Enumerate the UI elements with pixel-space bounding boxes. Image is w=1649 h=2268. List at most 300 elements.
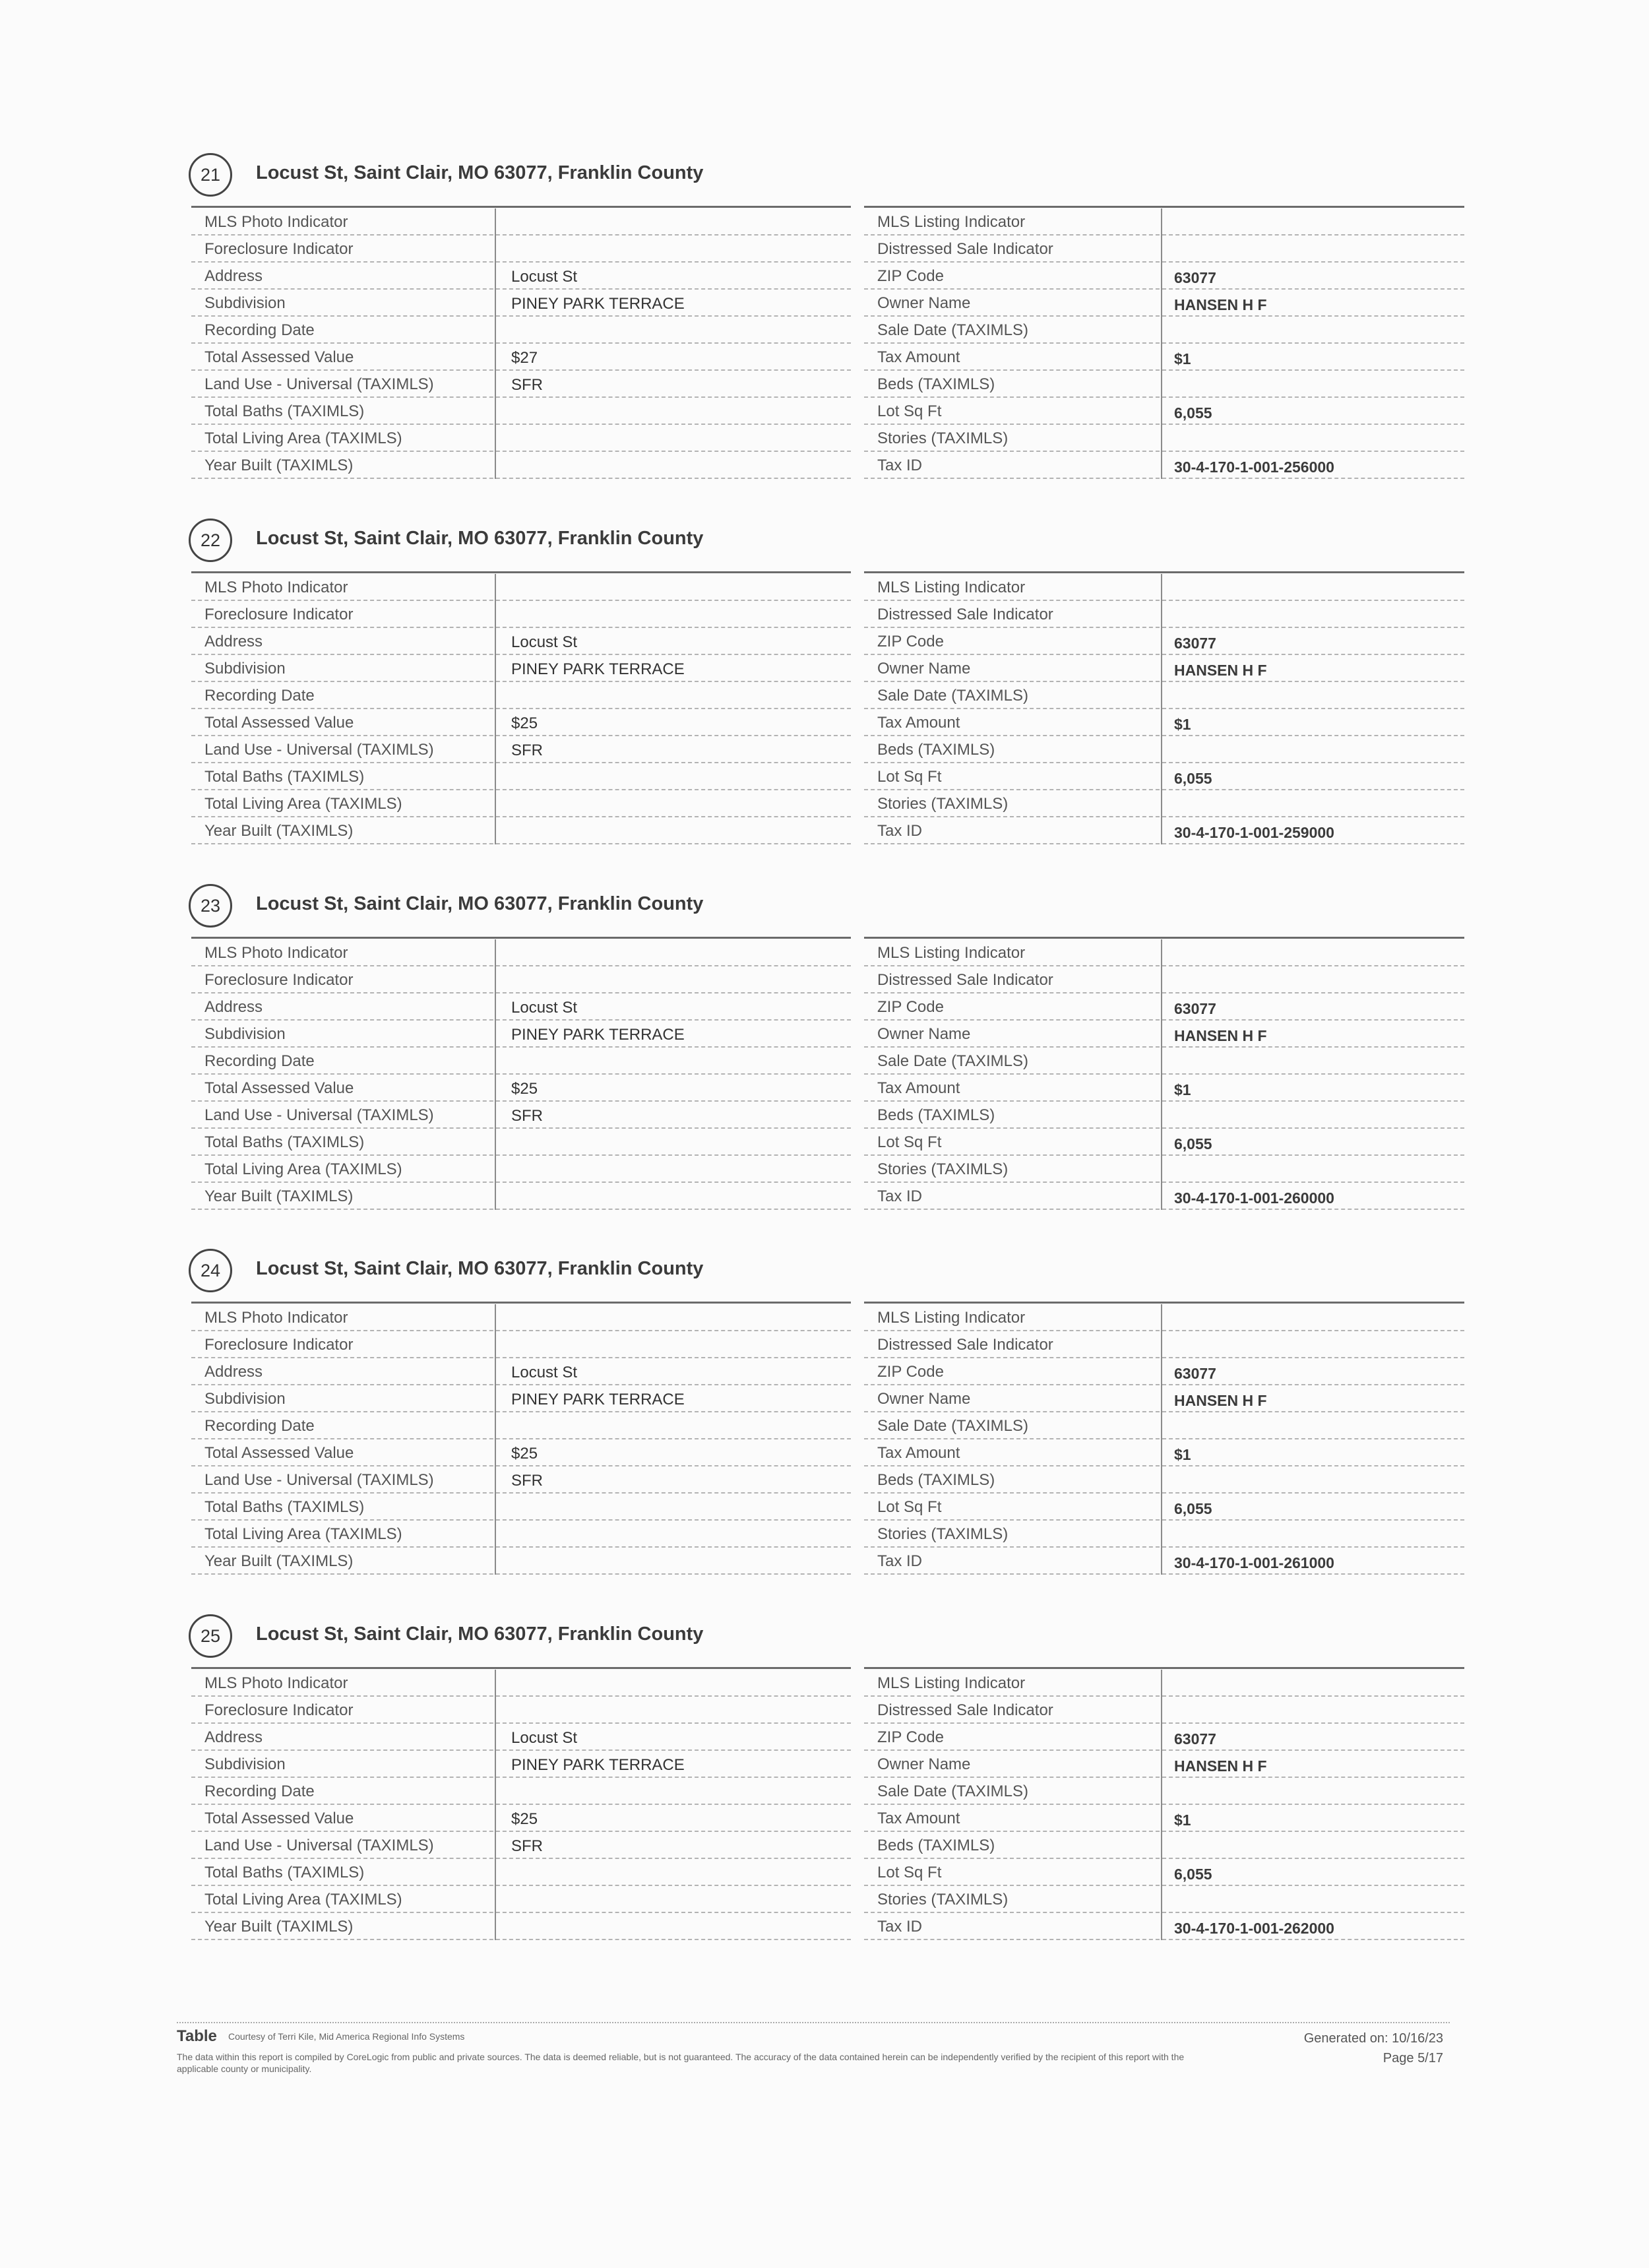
field-row [191, 601, 851, 628]
field-label: Land Use - Universal (TAXIMLS) [204, 1106, 434, 1124]
column-divider [1161, 1183, 1162, 1210]
field-column-left [191, 574, 851, 844]
field-row [864, 1075, 1464, 1102]
column-divider [495, 1466, 496, 1494]
field-row [191, 1548, 851, 1575]
field-label: Address [204, 1728, 263, 1746]
field-value: 30-4-170-1-001-259000 [1174, 824, 1334, 841]
field-row [191, 993, 851, 1021]
field-label: Sale Date (TAXIMLS) [877, 1052, 1028, 1070]
column-divider [1161, 1021, 1162, 1048]
property-record [185, 1614, 1451, 1957]
record-title: Locust St, Saint Clair, MO 63077, Franklin County [256, 528, 704, 549]
column-divider [495, 1670, 496, 1697]
field-label: Stories (TAXIMLS) [877, 1160, 1009, 1178]
footer-generated-date: Generated on: 10/16/23 [1303, 2031, 1443, 2046]
field-row [191, 1494, 851, 1521]
record-number: 21 [189, 153, 232, 197]
field-row [191, 1805, 851, 1832]
field-label: Stories (TAXIMLS) [877, 1525, 1009, 1543]
field-label: Owner Name [877, 1755, 971, 1773]
column-divider [495, 1859, 496, 1886]
field-label: Sale Date (TAXIMLS) [877, 1782, 1028, 1800]
column-divider [1161, 1805, 1162, 1832]
field-label: MLS Listing Indicator [877, 944, 1026, 962]
column-divider [495, 655, 496, 682]
field-row [864, 317, 1464, 344]
record-header [185, 153, 1451, 198]
field-row [864, 1724, 1464, 1751]
column-divider [1161, 1385, 1162, 1412]
field-label: Distressed Sale Indicator [877, 240, 1053, 258]
column-divider [495, 966, 496, 993]
field-value: 63077 [1174, 1365, 1216, 1382]
field-row [191, 1697, 851, 1724]
field-row [191, 655, 851, 682]
property-record [185, 153, 1451, 496]
field-label: Lot Sq Ft [877, 1498, 942, 1516]
field-row [864, 398, 1464, 425]
field-row [864, 1466, 1464, 1494]
field-row [191, 1778, 851, 1805]
field-column-right [864, 574, 1464, 844]
field-label: Beds (TAXIMLS) [877, 1106, 995, 1124]
column-divider [495, 1385, 496, 1412]
table-rule-left [191, 206, 851, 208]
field-row [864, 1129, 1464, 1156]
field-row [864, 1832, 1464, 1859]
field-label: Total Assessed Value [204, 1444, 354, 1462]
field-label: Stories (TAXIMLS) [877, 795, 1009, 813]
column-divider [495, 574, 496, 601]
field-label: MLS Photo Indicator [204, 1674, 348, 1692]
field-label: Tax Amount [877, 714, 960, 732]
field-row [864, 655, 1464, 682]
field-row [864, 1670, 1464, 1697]
field-value: 63077 [1174, 1730, 1216, 1748]
footer-divider [177, 2022, 1450, 2023]
field-label: Tax Amount [877, 348, 960, 366]
field-label: Foreclosure Indicator [204, 606, 354, 623]
field-value: HANSEN H F [1174, 1392, 1267, 1409]
record-header [185, 519, 1451, 563]
field-label: ZIP Code [877, 1728, 944, 1746]
column-divider [495, 1832, 496, 1859]
field-label: Sale Date (TAXIMLS) [877, 321, 1028, 339]
field-label: Subdivision [204, 660, 286, 677]
column-divider [1161, 1466, 1162, 1494]
column-divider [1161, 208, 1162, 236]
column-divider [495, 1494, 496, 1521]
record-title: Locust St, Saint Clair, MO 63077, Franklin County [256, 1258, 704, 1279]
field-row [864, 208, 1464, 236]
record-header [185, 1249, 1451, 1294]
field-column-right [864, 939, 1464, 1210]
field-row [191, 790, 851, 817]
column-divider [495, 1412, 496, 1439]
table-rule-left [191, 571, 851, 573]
column-divider [1161, 317, 1162, 344]
field-label: Tax Amount [877, 1444, 960, 1462]
field-row [191, 1751, 851, 1778]
table-rule-left [191, 1667, 851, 1669]
field-label: MLS Listing Indicator [877, 579, 1026, 596]
column-divider [495, 1521, 496, 1548]
footer-disclaimer: The data within this report is compiled by CoreLogic from public and private sources. The data is deemed reliable, but is not guaranteed. The accuracy of the data contained herein can be independently verified by the recipient of this report with the applicable county or municipality. [177, 2052, 1185, 2074]
field-label: Year Built (TAXIMLS) [204, 457, 354, 474]
column-divider [495, 1102, 496, 1129]
column-divider [495, 1439, 496, 1466]
field-row [191, 1129, 851, 1156]
column-divider [1161, 790, 1162, 817]
field-row [864, 1358, 1464, 1385]
field-column-right [864, 1670, 1464, 1940]
column-divider [495, 1697, 496, 1724]
field-label: Tax Amount [877, 1079, 960, 1097]
field-label: Owner Name [877, 294, 971, 312]
column-divider [495, 1548, 496, 1575]
field-row [864, 1548, 1464, 1575]
table-rule-left [191, 1302, 851, 1304]
column-divider [1161, 1075, 1162, 1102]
column-divider [495, 398, 496, 425]
field-label: Land Use - Universal (TAXIMLS) [204, 1837, 434, 1854]
column-divider [495, 1075, 496, 1102]
field-row [864, 736, 1464, 763]
column-divider [1161, 1548, 1162, 1575]
field-row [864, 993, 1464, 1021]
field-label: Total Baths (TAXIMLS) [204, 1864, 365, 1881]
column-divider [495, 1021, 496, 1048]
field-label: Tax ID [877, 1187, 923, 1205]
column-divider [1161, 1724, 1162, 1751]
field-label: Owner Name [877, 1025, 971, 1043]
column-divider [495, 1183, 496, 1210]
field-label: Total Living Area (TAXIMLS) [204, 1160, 402, 1178]
field-value: 63077 [1174, 1000, 1216, 1017]
field-row [864, 682, 1464, 709]
field-value: HANSEN H F [1174, 662, 1267, 679]
field-value: 6,055 [1174, 1500, 1212, 1517]
field-row [191, 1075, 851, 1102]
field-value: HANSEN H F [1174, 296, 1267, 313]
field-row [191, 1021, 851, 1048]
field-row [191, 1670, 851, 1697]
record-number: 25 [189, 1614, 232, 1658]
column-divider [495, 1805, 496, 1832]
field-label: Tax ID [877, 1918, 923, 1936]
field-label: Total Baths (TAXIMLS) [204, 402, 365, 420]
field-value: 6,055 [1174, 770, 1212, 787]
field-value: $25 [511, 1080, 538, 1098]
column-divider [1161, 236, 1162, 263]
field-label: Subdivision [204, 294, 286, 312]
field-label: Recording Date [204, 1052, 315, 1070]
column-divider [1161, 1439, 1162, 1466]
field-value: $1 [1174, 1081, 1191, 1098]
field-row [191, 1466, 851, 1494]
field-label: Lot Sq Ft [877, 402, 942, 420]
field-value: $25 [511, 714, 538, 732]
column-divider [495, 1156, 496, 1183]
column-divider [495, 1724, 496, 1751]
field-label: Total Living Area (TAXIMLS) [204, 1525, 402, 1543]
field-row [864, 263, 1464, 290]
field-row [191, 1183, 851, 1210]
field-label: Sale Date (TAXIMLS) [877, 687, 1028, 705]
field-value: Locust St [511, 633, 578, 651]
column-divider [495, 601, 496, 628]
field-value: $25 [511, 1810, 538, 1828]
column-divider [1161, 1129, 1162, 1156]
column-divider [1161, 425, 1162, 452]
column-divider [1161, 1697, 1162, 1724]
column-divider [1161, 1670, 1162, 1697]
field-label: Total Baths (TAXIMLS) [204, 1498, 365, 1516]
field-label: Total Assessed Value [204, 714, 354, 732]
footer-courtesy: Courtesy of Terri Kile, Mid America Regional Info Systems [228, 2031, 465, 2042]
field-value: 6,055 [1174, 1866, 1212, 1883]
record-title: Locust St, Saint Clair, MO 63077, Franklin County [256, 162, 704, 183]
field-row [191, 1102, 851, 1129]
field-label: Beds (TAXIMLS) [877, 1837, 995, 1854]
column-divider [1161, 574, 1162, 601]
field-row [191, 1331, 851, 1358]
field-row [191, 290, 851, 317]
field-row [191, 1048, 851, 1075]
field-label: Lot Sq Ft [877, 768, 942, 786]
column-divider [495, 344, 496, 371]
table-rule-right [864, 937, 1464, 939]
table-rule-right [864, 571, 1464, 573]
field-row [864, 344, 1464, 371]
column-divider [495, 1751, 496, 1778]
field-label: Address [204, 1363, 263, 1381]
field-row [864, 1102, 1464, 1129]
field-value: Locust St [511, 1729, 578, 1747]
column-divider [1161, 263, 1162, 290]
field-row [864, 966, 1464, 993]
column-divider [1161, 966, 1162, 993]
field-label: Lot Sq Ft [877, 1133, 942, 1151]
field-row [864, 763, 1464, 790]
field-row [864, 1886, 1464, 1913]
column-divider [1161, 1832, 1162, 1859]
field-row [864, 371, 1464, 398]
field-row [864, 1412, 1464, 1439]
column-divider [1161, 628, 1162, 655]
field-value: 30-4-170-1-001-260000 [1174, 1189, 1334, 1207]
field-label: Recording Date [204, 321, 315, 339]
column-divider [1161, 1358, 1162, 1385]
field-row [864, 574, 1464, 601]
column-divider [1161, 709, 1162, 736]
field-row [191, 682, 851, 709]
field-row [191, 1521, 851, 1548]
column-divider [495, 628, 496, 655]
column-divider [1161, 817, 1162, 844]
field-label: Lot Sq Ft [877, 1864, 942, 1881]
field-value: Locust St [511, 268, 578, 286]
field-row [864, 425, 1464, 452]
field-row [864, 1331, 1464, 1358]
property-record [185, 519, 1451, 862]
field-row [864, 1805, 1464, 1832]
field-row [864, 1183, 1464, 1210]
field-label: MLS Listing Indicator [877, 1674, 1026, 1692]
field-column-left [191, 208, 851, 479]
column-divider [495, 763, 496, 790]
field-value: 30-4-170-1-001-256000 [1174, 458, 1334, 476]
field-row [864, 1048, 1464, 1075]
field-row [864, 1439, 1464, 1466]
field-row [191, 1886, 851, 1913]
field-row [191, 574, 851, 601]
field-row [864, 817, 1464, 844]
field-row [191, 1385, 851, 1412]
column-divider [1161, 1913, 1162, 1940]
column-divider [495, 317, 496, 344]
column-divider [495, 208, 496, 236]
column-divider [495, 452, 496, 479]
field-row [864, 236, 1464, 263]
field-value: 30-4-170-1-001-261000 [1174, 1554, 1334, 1571]
column-divider [495, 236, 496, 263]
column-divider [1161, 290, 1162, 317]
field-value: 30-4-170-1-001-262000 [1174, 1920, 1334, 1937]
field-row [864, 290, 1464, 317]
field-value: $1 [1174, 350, 1191, 367]
field-label: Tax ID [877, 822, 923, 840]
field-value: PINEY PARK TERRACE [511, 1756, 685, 1774]
field-row [864, 709, 1464, 736]
column-divider [495, 1331, 496, 1358]
field-label: MLS Photo Indicator [204, 579, 348, 596]
field-label: Total Assessed Value [204, 348, 354, 366]
column-divider [495, 939, 496, 966]
field-label: Total Assessed Value [204, 1079, 354, 1097]
table-rule-right [864, 1667, 1464, 1669]
field-row [191, 763, 851, 790]
field-value: Locust St [511, 1364, 578, 1381]
field-row [864, 1697, 1464, 1724]
field-row [864, 452, 1464, 479]
column-divider [495, 290, 496, 317]
field-row [191, 452, 851, 479]
field-row [191, 1156, 851, 1183]
column-divider [1161, 682, 1162, 709]
field-label: Beds (TAXIMLS) [877, 375, 995, 393]
field-value: SFR [511, 1472, 543, 1490]
column-divider [495, 371, 496, 398]
table-rule-right [864, 1302, 1464, 1304]
field-row [191, 344, 851, 371]
field-label: MLS Listing Indicator [877, 213, 1026, 231]
table-rule-left [191, 937, 851, 939]
column-divider [495, 736, 496, 763]
column-divider [1161, 1304, 1162, 1331]
field-label: Foreclosure Indicator [204, 1336, 354, 1354]
column-divider [495, 709, 496, 736]
field-row [191, 736, 851, 763]
record-title: Locust St, Saint Clair, MO 63077, Franklin County [256, 893, 704, 914]
field-label: Tax ID [877, 1552, 923, 1570]
column-divider [495, 682, 496, 709]
column-divider [1161, 1494, 1162, 1521]
field-row [864, 1913, 1464, 1940]
field-value: HANSEN H F [1174, 1027, 1267, 1044]
field-row [191, 709, 851, 736]
field-row [191, 398, 851, 425]
field-row [191, 966, 851, 993]
field-row [191, 1358, 851, 1385]
field-row [191, 425, 851, 452]
field-label: Subdivision [204, 1025, 286, 1043]
field-row [191, 1832, 851, 1859]
field-label: Foreclosure Indicator [204, 240, 354, 258]
field-row [191, 1304, 851, 1331]
record-number: 23 [189, 884, 232, 928]
column-divider [495, 817, 496, 844]
field-row [864, 939, 1464, 966]
field-label: Distressed Sale Indicator [877, 971, 1053, 989]
field-label: Address [204, 267, 263, 285]
field-label: Address [204, 998, 263, 1016]
field-row [191, 236, 851, 263]
field-row [191, 263, 851, 290]
column-divider [1161, 1412, 1162, 1439]
field-row [864, 1021, 1464, 1048]
field-label: Tax ID [877, 457, 923, 474]
field-value: 63077 [1174, 635, 1216, 652]
record-number: 22 [189, 519, 232, 562]
field-label: Total Living Area (TAXIMLS) [204, 429, 402, 447]
property-record [185, 884, 1451, 1227]
field-label: Recording Date [204, 1417, 315, 1435]
field-row [864, 1494, 1464, 1521]
field-value: $27 [511, 349, 538, 367]
field-label: Owner Name [877, 1390, 971, 1408]
field-label: MLS Photo Indicator [204, 944, 348, 962]
field-label: Subdivision [204, 1755, 286, 1773]
column-divider [1161, 1048, 1162, 1075]
field-label: MLS Photo Indicator [204, 213, 348, 231]
report-footer [177, 2022, 1450, 2088]
column-divider [495, 790, 496, 817]
field-label: ZIP Code [877, 1363, 944, 1381]
field-label: Recording Date [204, 687, 315, 705]
field-row [864, 1156, 1464, 1183]
field-label: Subdivision [204, 1390, 286, 1408]
column-divider [495, 993, 496, 1021]
footer-page-number: Page 5/17 [1383, 2051, 1443, 2065]
column-divider [495, 1913, 496, 1940]
field-label: Address [204, 633, 263, 650]
field-row [191, 1859, 851, 1886]
field-value: Locust St [511, 999, 578, 1017]
field-value: SFR [511, 741, 543, 759]
field-value: SFR [511, 376, 543, 394]
field-label: Stories (TAXIMLS) [877, 429, 1009, 447]
field-column-left [191, 1670, 851, 1940]
column-divider [1161, 1521, 1162, 1548]
field-value: 63077 [1174, 269, 1216, 286]
column-divider [1161, 993, 1162, 1021]
field-value: $1 [1174, 1811, 1191, 1829]
field-label: Beds (TAXIMLS) [877, 1471, 995, 1489]
column-divider [1161, 1331, 1162, 1358]
field-column-left [191, 939, 851, 1210]
